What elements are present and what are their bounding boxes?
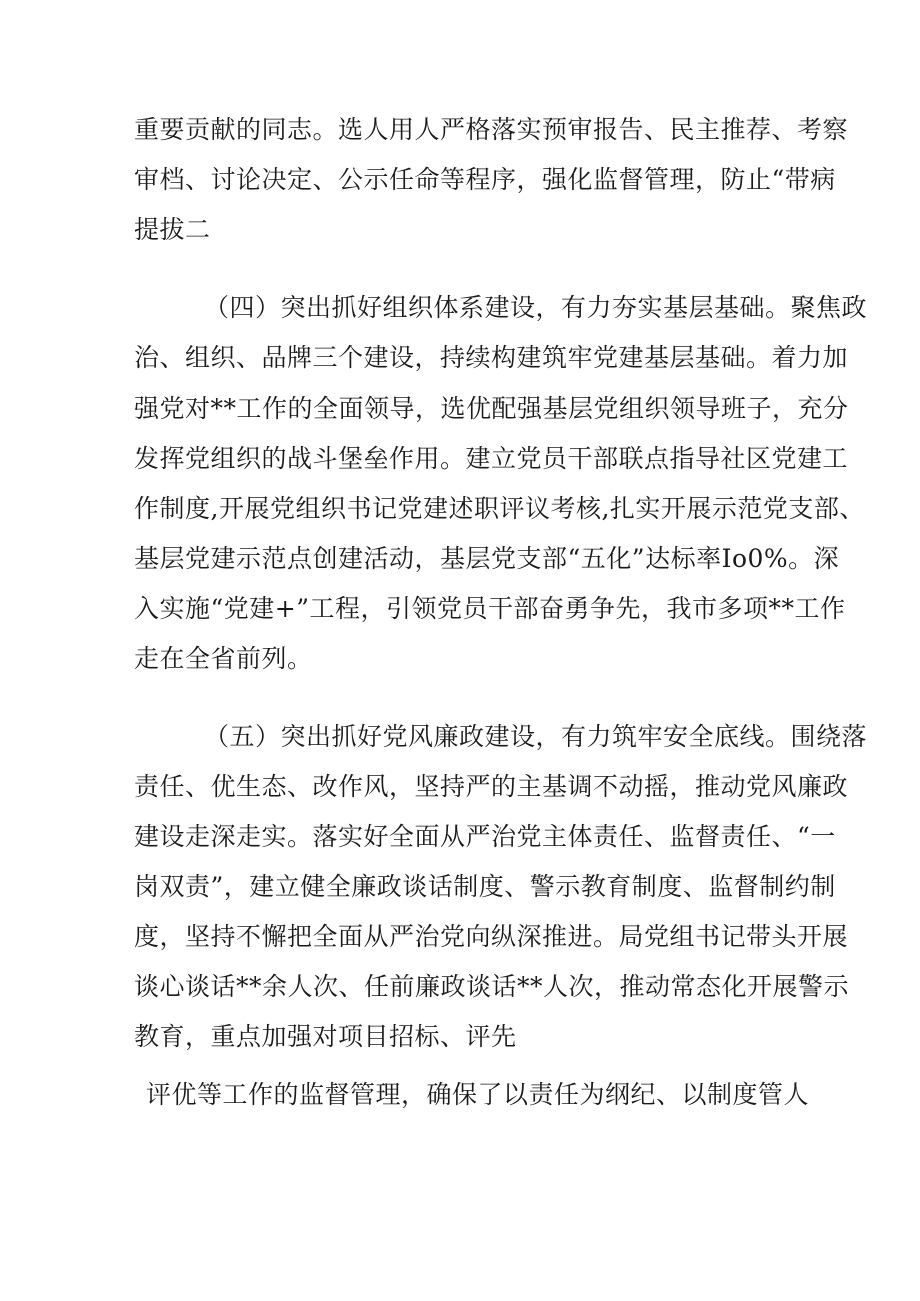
paragraph-1-line-1: 重要贡献的同志。选人用人严格落实预审报告、民主推荐、考察: [134, 115, 849, 144]
section-4-heading-line: （四）突出抓好组织体系建设，有力夯实基层基础。聚焦政: [204, 293, 868, 322]
section-5-line-2: 责任、优生态、改作风，坚持严的主基调不动摇，推动党风廉政: [134, 772, 849, 801]
section-5-line-7: 教育，重点加强对项目招标、评先: [134, 1022, 517, 1051]
section-4-line-3: 强党对**工作的全面领导，选优配强基层党组织领导班子，充分: [134, 394, 849, 423]
paragraph-1-line-2: 审档、讨论决定、公示任命等程序，强化监督管理，防止“带病: [134, 165, 836, 194]
section-4-line-2: 治、组织、品牌三个建设，持续构建筑牢党建基层基础。着力加: [134, 343, 849, 372]
section-5-heading-line: （五）突出抓好党风廉政建设，有力筑牢安全底线。围绕落: [204, 722, 868, 751]
continuation-line: 评优等工作的监督管理，确保了以责任为纲纪、以制度管人: [146, 1080, 810, 1109]
section-5-line-4: 岗双责”，建立健全廉政谈话制度、警示教育制度、监督制约制: [134, 872, 836, 901]
section-5-line-6: 谈心谈话**余人次、任前廉政谈话**人次，推动常态化开展警示: [134, 972, 850, 1001]
section-5-line-5: 度，坚持不懈把全面从严治党向纵深推进。局党组书记带头开展: [134, 922, 849, 951]
section-4-line-5: 作制度,开展党组织书记党建述职评议考核,扎实开展示范党支部、: [134, 494, 865, 523]
section-4-line-6: 基层党建示范点创建活动，基层党支部“五化”达标率Io0%。深: [134, 544, 840, 573]
section-4-line-7: 入实施“党建+”工程，引领党员干部奋勇争先，我市多项**工作: [134, 594, 846, 623]
paragraph-1-line-3: 提拔二: [134, 215, 211, 244]
section-4-line-8: 走在全省前列。: [134, 644, 313, 673]
section-5-line-3: 建设走深走实。落实好全面从严治党主体责任、监督责任、“一: [134, 822, 836, 851]
section-4-line-4: 发挥党组织的战斗堡垒作用。建立党员干部联点指导社区党建工: [134, 444, 849, 473]
